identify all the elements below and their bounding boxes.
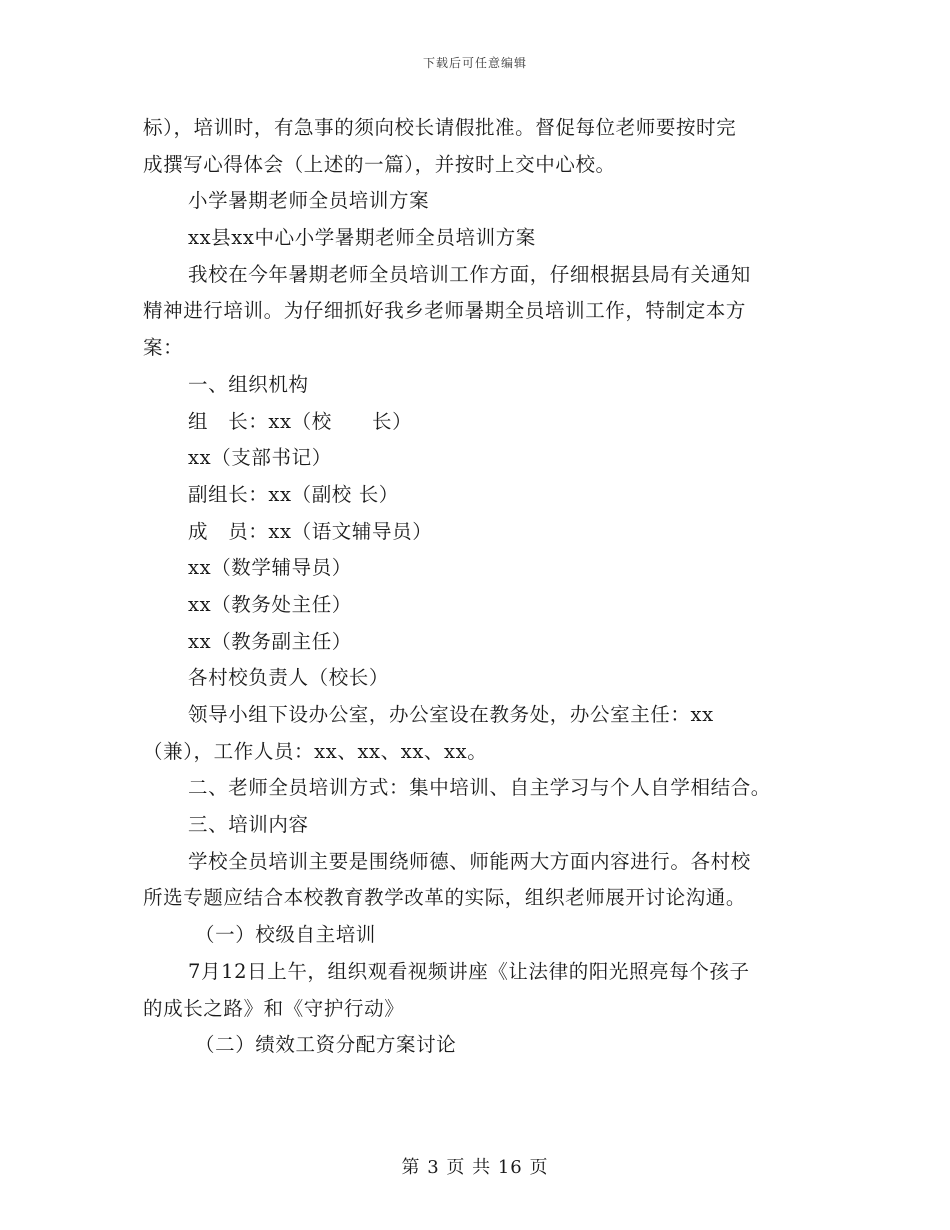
heading-training-content: 三、培训内容: [188, 813, 309, 837]
list-item: xx（支部书记）: [188, 446, 332, 470]
list-item: xx（教务副主任）: [188, 629, 352, 653]
list-item: 副组长：xx（副校 长）: [188, 482, 399, 506]
paragraph-line: （兼），工作人员：xx、xx、xx、xx。: [143, 739, 488, 763]
subheading-school-training: （一）校级自主培训: [195, 923, 376, 947]
paragraph-line: 学校全员培训主要是围绕师德、师能两大方面内容进行。各村校: [188, 849, 751, 873]
paragraph-line: 的成长之路》和《守护行动》: [143, 996, 405, 1020]
page-number: 第 3 页 共 16 页: [401, 1157, 549, 1178]
list-item: 成 员：xx（语文辅导员）: [188, 519, 433, 543]
paragraph-line: 精神进行培训。为仔细抓好我乡老师暑期全员培训工作，特制定本方: [143, 299, 747, 323]
list-item: 组 长：xx（校 长）: [188, 409, 413, 433]
heading-training-method: 二、老师全员培训方式：集中培训、自主学习与个人自学相结合。: [188, 776, 771, 800]
paragraph-line: 领导小组下设办公室，办公室设在教务处，办公室主任：xx: [188, 703, 714, 726]
paragraph-line: 所选专题应结合本校教育教学改革的实际，组织老师展开讨论沟通。: [143, 886, 747, 910]
paragraph-line: 我校在今年暑期老师全员培训工作方面，仔细根据县局有关通知: [188, 262, 751, 286]
subheading-performance-pay: （二）绩效工资分配方案讨论: [195, 1033, 457, 1057]
section-title: 小学暑期老师全员培训方案: [188, 189, 430, 213]
heading-organization: 一、组织机构: [188, 372, 309, 396]
list-item: xx（教务处主任）: [188, 592, 352, 616]
paragraph-line: 7月12日上午，组织观看视频讲座《让法律的阳光照亮每个孩子: [188, 959, 750, 983]
list-item: xx（数学辅导员）: [188, 556, 352, 580]
list-item: 各村校负责人（校长）: [188, 666, 390, 690]
document-title: xx县xx中心小学暑期老师全员培训方案: [188, 226, 536, 250]
paragraph-line: 标），培训时，有急事的须向校长请假批准。督促每位老师要按时完: [143, 116, 737, 139]
paragraph-line: 案：: [143, 336, 184, 360]
page-header: 下载后可任意编辑: [422, 56, 527, 70]
document-body: [143, 110, 813, 1064]
paragraph-line: 成撰写心得体会（上述的一篇），并按时上交中心校。: [143, 152, 616, 176]
